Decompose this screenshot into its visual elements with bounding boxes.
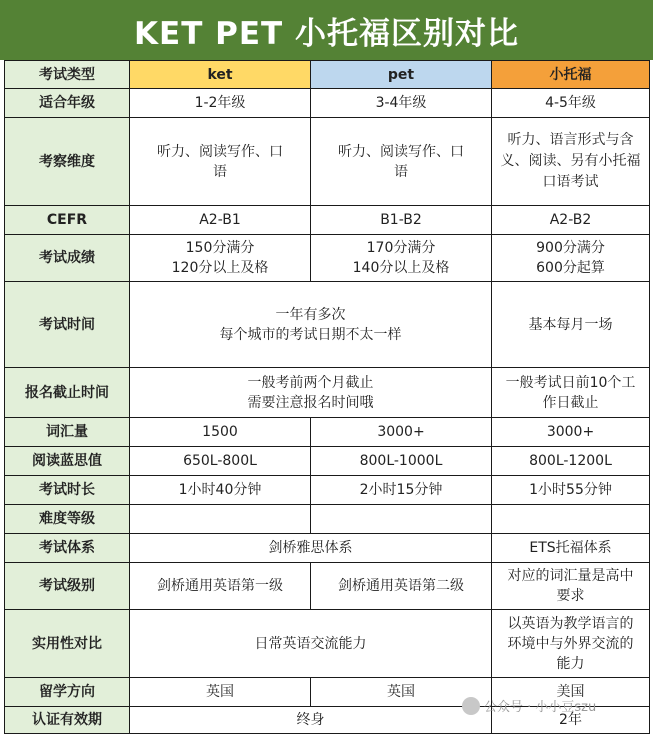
- row-label: 考察维度: [5, 118, 130, 206]
- row-label: 报名截止时间: [5, 368, 130, 418]
- cell-ket: 1500: [130, 418, 311, 447]
- cell-toefl: 以英语为教学语言的环境中与外界交流的能力: [492, 610, 650, 678]
- cell-pet: B1-B2: [311, 206, 492, 235]
- cell-toefl: 美国: [492, 678, 650, 707]
- cell-line: 每个城市的考试日期不太一样: [219, 326, 402, 343]
- cell-toefl: 2年: [492, 707, 650, 734]
- cell-line: 需要注意报名时间哦: [247, 394, 374, 411]
- cell-line: 170分满分: [366, 240, 436, 256]
- cell-pet: 800L-1000L: [311, 447, 492, 476]
- table-row: [5, 505, 650, 534]
- table-row: [5, 118, 650, 206]
- cell-line: 120分以上及格: [171, 260, 269, 276]
- row-label: 考试成绩: [5, 235, 130, 282]
- table-row: [5, 235, 650, 282]
- cell-toefl: 一般考试日前10个工作日截止: [492, 368, 650, 418]
- cell-toefl: 1小时55分钟: [492, 476, 650, 505]
- page-title: KET PET 小托福区别对比: [0, 0, 653, 60]
- cell-pet: 听力、阅读写作、口语: [311, 118, 492, 206]
- row-label: 认证有效期: [5, 707, 130, 734]
- cell-toefl: 3000+: [492, 418, 650, 447]
- table-row: [5, 563, 650, 610]
- cell-toefl: 对应的词汇量是高中要求: [492, 563, 650, 610]
- row-label: 留学方向: [5, 678, 130, 707]
- table-row: [5, 206, 650, 235]
- row-label: 适合年级: [5, 89, 130, 118]
- cell-line: 一般考前两个月截止: [247, 374, 374, 391]
- cell-toefl: 听力、语言形式与含义、阅读、另有小托福口语考试: [492, 118, 650, 206]
- row-label: 难度等级: [5, 505, 130, 534]
- cell-ket-pet: 剑桥雅思体系: [130, 534, 492, 563]
- table-row: [5, 476, 650, 505]
- row-label: 考试时间: [5, 282, 130, 368]
- cell-ket: A2-B1: [130, 206, 311, 235]
- column-header-ket: ket: [130, 61, 311, 89]
- table-row: [5, 282, 650, 368]
- column-header-pet: pet: [311, 61, 492, 89]
- row-label: 实用性对比: [5, 610, 130, 678]
- cell-toefl: 基本每月一场: [492, 282, 650, 368]
- column-header-toefl: 小托福: [492, 61, 650, 89]
- cell-ket: 英国: [130, 678, 311, 707]
- cell-pet: 3-4年级: [311, 89, 492, 118]
- cell-line: 140分以上及格: [352, 260, 450, 276]
- cell-line: 一年有多次: [275, 306, 346, 323]
- cell-pet: [311, 505, 492, 534]
- row-label: CEFR: [5, 206, 130, 235]
- table-row: [5, 610, 650, 678]
- cell-ket: [130, 235, 311, 282]
- cell-ket: 1小时40分钟: [130, 476, 311, 505]
- table-row: [5, 534, 650, 563]
- comparison-table: [4, 60, 650, 734]
- row-label: 考试级别: [5, 563, 130, 610]
- cell-ket: 1-2年级: [130, 89, 311, 118]
- cell-line: 150分满分: [185, 240, 255, 256]
- cell-toefl: A2-B2: [492, 206, 650, 235]
- cell-pet: 英国: [311, 678, 492, 707]
- table-row: [5, 418, 650, 447]
- row-label: 词汇量: [5, 418, 130, 447]
- table-row: [5, 368, 650, 418]
- row-label: 考试体系: [5, 534, 130, 563]
- watermark-text: 公众号 · 小小豆szu: [484, 700, 597, 715]
- cell-pet: [311, 235, 492, 282]
- cell-ket-pet: 日常英语交流能力: [130, 610, 492, 678]
- cell-ket-pet: 终身: [130, 707, 492, 734]
- table-row-header: [5, 61, 650, 89]
- cell-ket: 650L-800L: [130, 447, 311, 476]
- row-label: 阅读蓝思值: [5, 447, 130, 476]
- row-label: 考试类型: [5, 61, 130, 89]
- cell-toefl: [492, 505, 650, 534]
- row-label: 考试时长: [5, 476, 130, 505]
- cell-toefl: 800L-1200L: [492, 447, 650, 476]
- cell-toefl: ETS托福体系: [492, 534, 650, 563]
- cell-line: 600分起算: [536, 260, 605, 276]
- wechat-icon: [462, 697, 480, 715]
- cell-ket-pet: [130, 368, 492, 418]
- table-row: [5, 447, 650, 476]
- cell-pet: 2小时15分钟: [311, 476, 492, 505]
- cell-toefl: 4-5年级: [492, 89, 650, 118]
- cell-ket-pet: [130, 282, 492, 368]
- cell-toefl: [492, 235, 650, 282]
- cell-ket: [130, 505, 311, 534]
- cell-ket: 剑桥通用英语第一级: [130, 563, 311, 610]
- cell-pet: 剑桥通用英语第二级: [311, 563, 492, 610]
- table-row: [5, 89, 650, 118]
- cell-line: 900分满分: [536, 240, 605, 256]
- cell-pet: 3000+: [311, 418, 492, 447]
- cell-ket: 听力、阅读写作、口语: [130, 118, 311, 206]
- watermark: [462, 696, 596, 715]
